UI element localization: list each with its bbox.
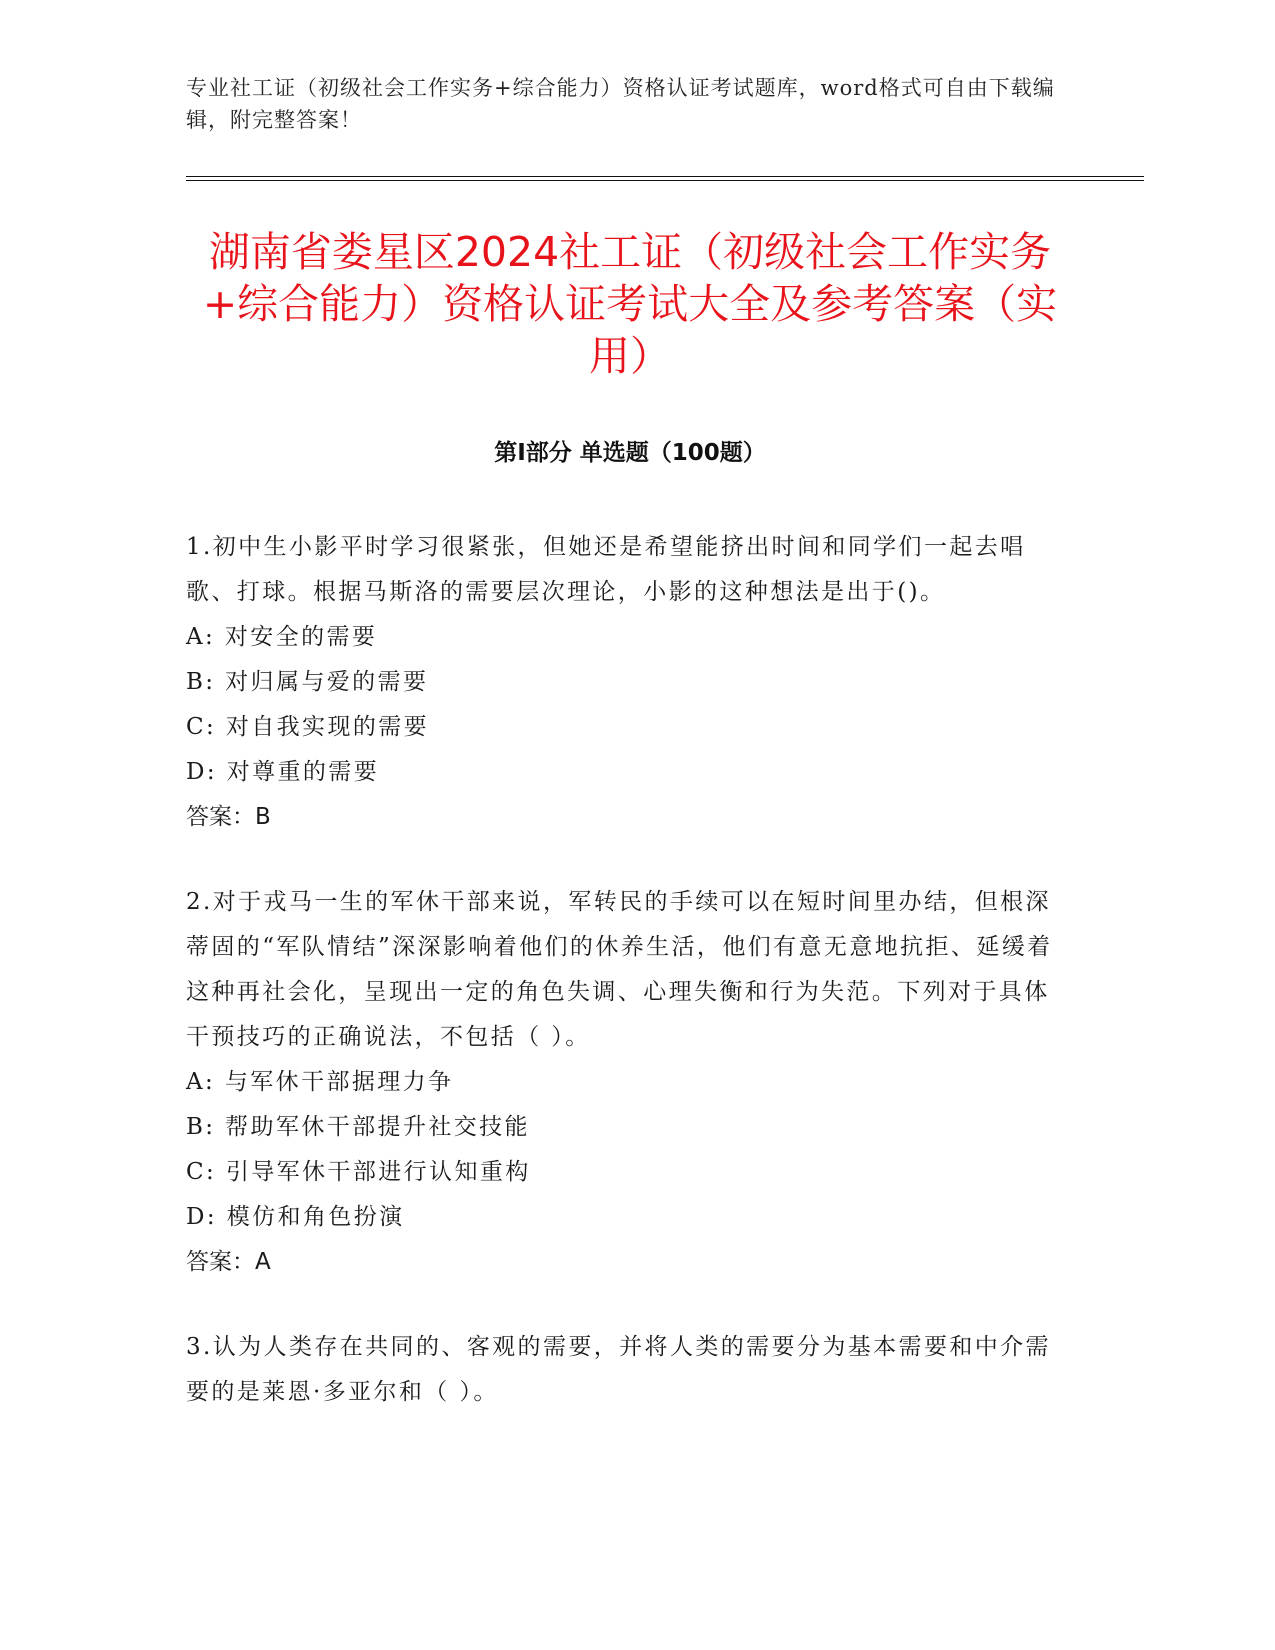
- header-divider-thick: [186, 176, 1144, 177]
- section-heading: 第Ⅰ部分 单选题（100题）: [494, 440, 766, 466]
- option-c: C: 对自我实现的需要: [186, 714, 430, 740]
- header-divider-thin: [186, 180, 1144, 181]
- option-b: B: 对归属与爱的需要: [186, 669, 429, 695]
- document-title: 湖南省娄星区2024社工证（初级社会工作实务+综合能力）资格认证考试大全及参考答案（实用）: [202, 228, 1058, 380]
- option-d: D: 模仿和角色扮演: [186, 1204, 405, 1230]
- question-2: [186, 880, 1058, 1285]
- option-c: C: 引导军休干部进行认知重构: [186, 1159, 531, 1185]
- option-a: A: 对安全的需要: [186, 624, 378, 650]
- option-d: D: 对尊重的需要: [186, 759, 380, 785]
- option-a: A: 与军休干部据理力争: [186, 1069, 454, 1095]
- question-stem: 3.认为人类存在共同的、客观的需要，并将人类的需要分为基本需要和中介需要的是莱恩·多亚尔和（ ）。: [186, 1334, 1051, 1405]
- question-list: [186, 525, 1058, 1455]
- answer: 答案：B: [186, 804, 271, 830]
- question-stem: 2.对于戎马一生的军休干部来说，军转民的手续可以在短时间里办结，但根深蒂固的“军队情结”深深影响着他们的休养生活，他们有意无意地抗拒、延缓着这种再社会化，呈现出一定的角色失调、心理失衡和行为失范。下列对于具体干预技巧的正确说法，不包括（ ）。: [186, 889, 1053, 1050]
- question-1: [186, 525, 1058, 840]
- question-stem: 1.初中生小影平时学习很紧张，但她还是希望能挤出时间和同学们一起去唱歌、打球。根据马斯洛的需要层次理论，小影的这种想法是出于()。: [186, 534, 1026, 605]
- option-b: B: 帮助军休干部提升社交技能: [186, 1114, 530, 1140]
- question-3: [186, 1325, 1058, 1415]
- answer: 答案：A: [186, 1249, 271, 1275]
- header-note: 专业社工证（初级社会工作实务+综合能力）资格认证考试题库，word格式可自由下载编辑，附完整答案！: [186, 76, 1055, 132]
